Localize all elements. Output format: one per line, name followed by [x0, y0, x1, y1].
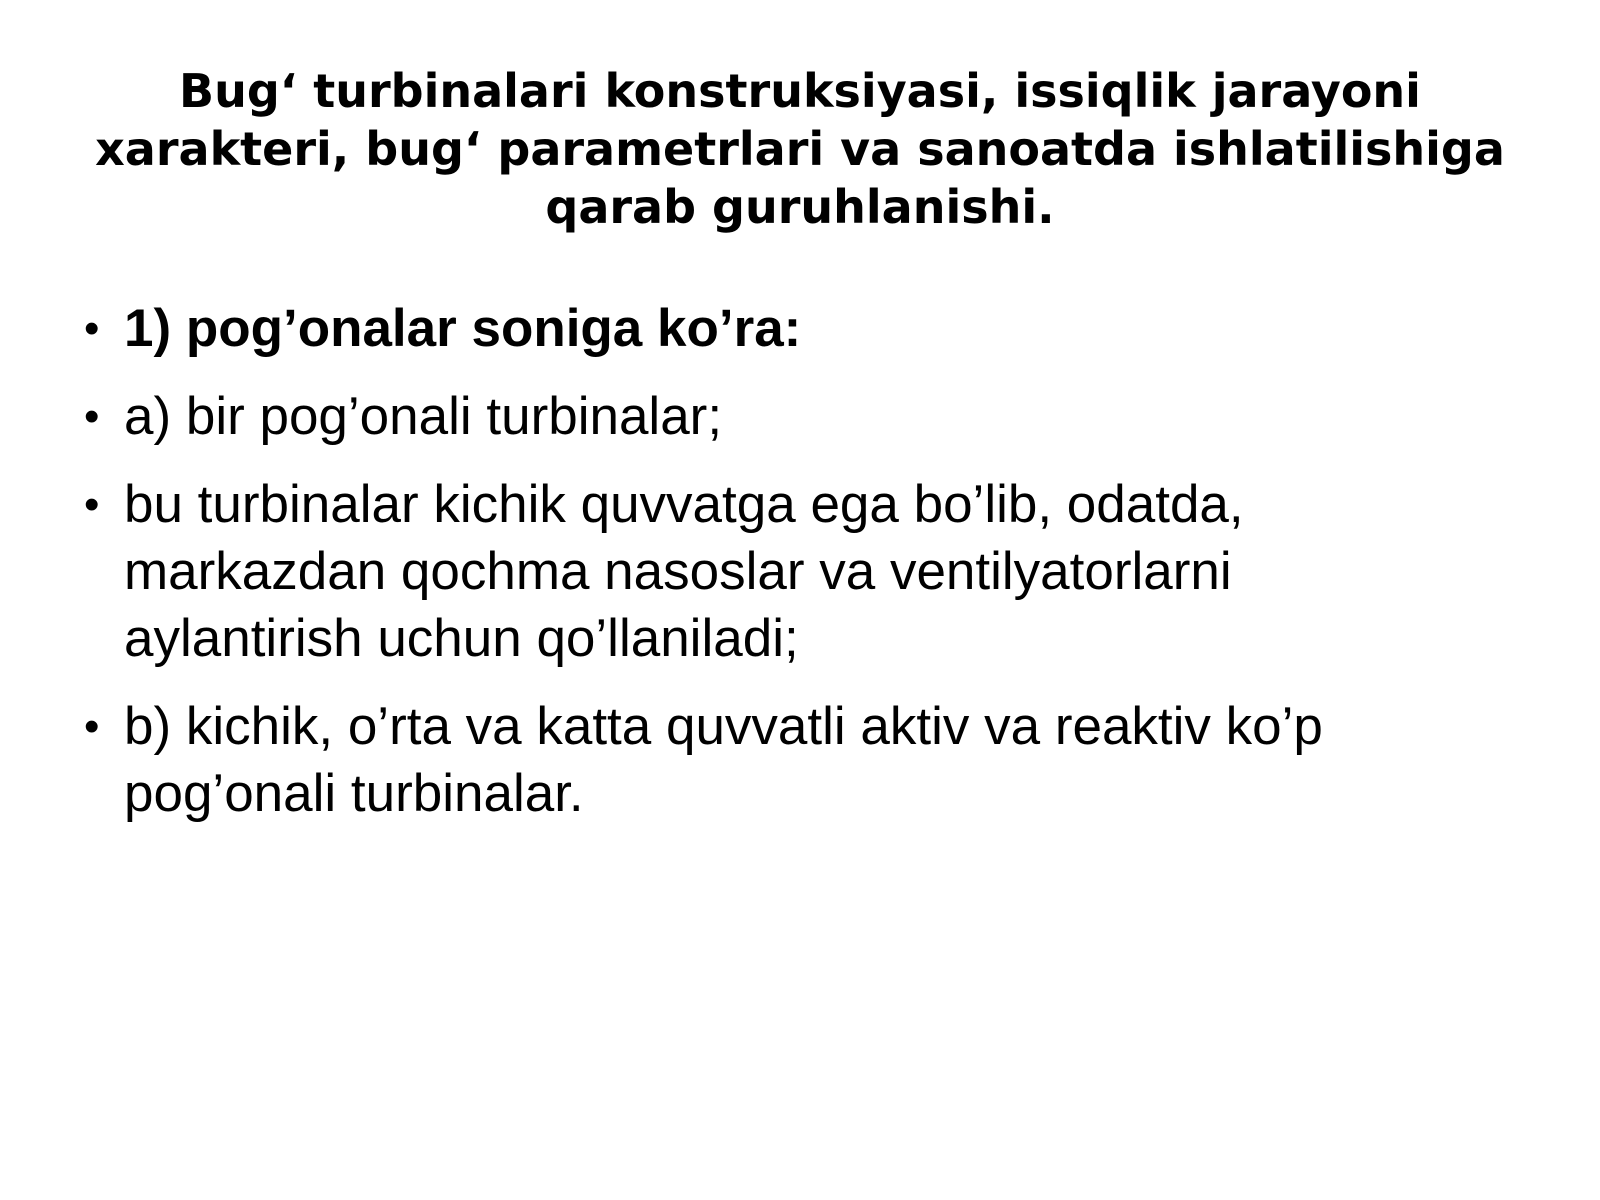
bullet-line: aylantirish uchun qo’llaniladi; — [124, 609, 799, 668]
title-line: xarakteri, bug‘ parametrlari va sanoatda ishlatilishiga — [95, 122, 1505, 176]
bullet-item — [84, 693, 1524, 827]
bullet-line: pog’onali turbinalar. — [124, 764, 584, 823]
bullet-list — [84, 295, 1524, 848]
bullet-item — [84, 383, 1524, 450]
bullet-text — [124, 383, 1524, 450]
bullet-icon: • — [84, 304, 100, 353]
bullet-icon: • — [84, 702, 100, 751]
bullet-line: markazdan qochma nasoslar va ventilyatorlarni — [124, 542, 1232, 601]
bullet-line: 1) pog’onalar soniga ko’ra: — [124, 299, 802, 358]
bullet-text — [124, 471, 1524, 672]
title-line: Bug‘ turbinalari konstruksiyasi, issiqlik jarayoni — [179, 64, 1421, 118]
bullet-text — [124, 693, 1524, 827]
bullet-line: b) kichik, o’rta va katta quvvatli aktiv va reaktiv ko’p — [124, 697, 1323, 756]
bullet-item — [84, 295, 1524, 362]
bullet-line: bu turbinalar kichik quvvatga ega bo’lib, odatda, — [124, 475, 1244, 534]
bullet-item — [84, 471, 1524, 672]
bullet-icon: • — [84, 392, 100, 441]
bullet-icon: • — [84, 480, 100, 529]
title-line: qarab guruhlanishi. — [545, 180, 1055, 234]
bullet-line: a) bir pog’onali turbinalar; — [124, 387, 723, 446]
bullet-text — [124, 295, 1524, 362]
slide-title — [70, 62, 1530, 236]
